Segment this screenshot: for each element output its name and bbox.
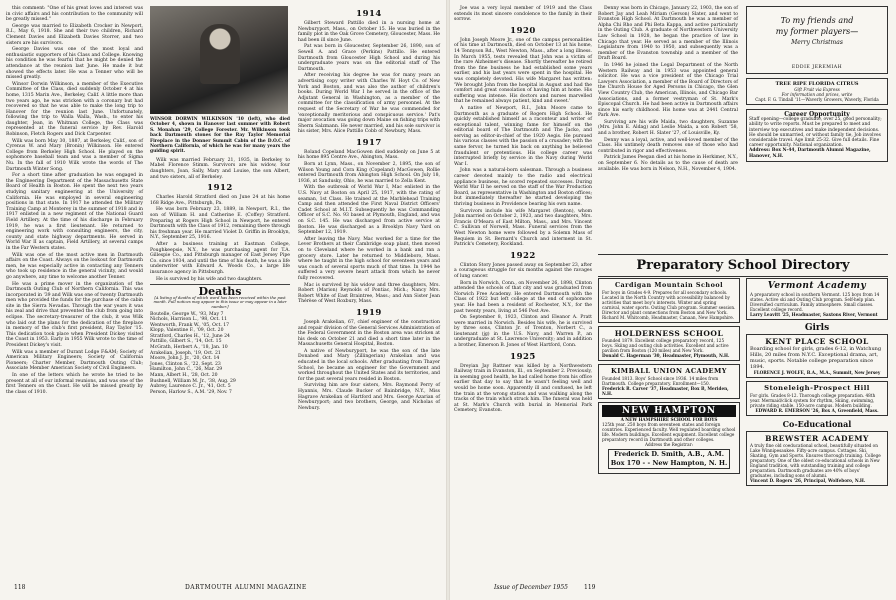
column-4 xyxy=(454,6,592,415)
school-text: Boarding school for girls, grades 6-12, in Watchung Hills, 20 miles from N.Y.C. Exceptional drama, art, music, sports. Notable college preparation since 1894. xyxy=(750,346,882,370)
paragraph: Born in Norwich, Conn., on November 26, 1898, Clinton attended the schools of that city and was graduated from Norwich Free Academy. He entered Dartmouth with the Class of 1922 but left college at the end of sophomore year. He had been a resident of Rochester, N.Y., for the past twenty years, living at 546 Post Ave. xyxy=(454,280,592,314)
coed-heading: Co-Educational xyxy=(782,419,852,429)
death-entry: Arakelian, Joseph, '19, Oct. 21 xyxy=(150,350,221,356)
issue-date: Issue of December 1955 xyxy=(494,584,568,591)
paragraph: Charles Harold Stratford died on June 24 at his home 168 Ridge Ave., Pittsburgh, Pa. xyxy=(150,195,290,206)
school-name: Cardigan Mountain School xyxy=(614,281,724,289)
school-text: 125th year. 250 boys from seventeen states and foreign countries. Experienced faculty. Well regulated boarding school life. Modern buildings. Excellent equipment. Excellent college preparatory record in Dartmouth and other colleges. xyxy=(602,422,736,442)
right-folio: 119 xyxy=(584,584,596,591)
paragraph: Joseph Arakelian, 67, chief engineer of the construction and repair division of the General Services Administration of the Federal Government in the Boston area was stricken at his desk on October 21 and died a short time later in the Massachusetts General Hospital, Boston. xyxy=(298,319,440,348)
citrus-ad xyxy=(746,78,888,105)
school-text: A preparatory school in southern Vermont. 125 boys from 14 states. Active ski and Outing Club program. Self-help plan. Diversified curriculum. Family atmosphere. Small classes. Excellent college record. xyxy=(750,292,880,312)
paragraph: Surviving are his wife Maida, two daughters, Suzanne (Mrs. John E. Aldag) and Leslie Maida, a son Robert '58, and a brother, Robert H. Slater '27, of Louisville, Ky. xyxy=(598,119,738,137)
paragraph: In 1946 he joined the Legal Department of the North Western Railway and in 1953 was appointed general solicitor. He was a vice president of the Chicago Trial Lawyers Association, a member of the Board of Directors of the Church House for Aged Persons in Chicago, the Glen View Country Club, the American, Illinois, and Chicago Bar Associations, and a former vestryman of St. Mark's Episcopal Church. He had been active in Dartmouth affairs since his early childhood. His home was at 2441 Central Park Ave. xyxy=(598,62,738,119)
wilkinson-photo xyxy=(150,6,288,114)
death-entry: McGrath, Herbert A., '18, Jan. 10 xyxy=(150,345,228,351)
school-text: A truly fine old coeducational school, beautifully situated on Lake Winnipesaukee. Fifty-acre campus. Cottages. Ski, Skating, Gym and Sports. Ensures thorough training. College preparatory. One of the oldest co-educational schools in New England tradition, with outstanding training and college preparation. Dartmouth graduates are 40% of boys' graduates, including sons of alumni. xyxy=(750,443,881,478)
paragraph: Wilk was born May 30, 1887, at Berkeley, Calif., son of Cyrenus W. and Mary (Bronin) Wilkinson. He entered College from Berkeley High School. He played on the sophomore baseball team and was a member of Sigma Nu. In the fall of 1910 Wilk wrote the words of The Dartmouth Winter Song. xyxy=(6,138,143,172)
career-title: Career Opportunity xyxy=(784,111,850,118)
citrus-title: TREE RIPE FLORIDA CITRUS xyxy=(775,81,859,87)
school-address: Box 170 - - New Hampton, N. H. xyxy=(610,459,728,467)
greeting-line: my former players— xyxy=(775,27,859,36)
death-entry: Aubrey, Laurence C. Jr., '41, Oct. 5 xyxy=(150,384,231,390)
paragraph: Surviving him are four sisters, Mrs. Raymond Perry of Hyannis, Mrs. Claude Bucker of Bainbridge, N.Y., Miss Hagrave Arakelian of Hartford and Mrs. George Azarian of Newburyport; and two brothers, George, and Nicholas of Newbury. xyxy=(298,383,440,411)
column-1 xyxy=(6,6,143,396)
brewster-ad xyxy=(746,431,888,486)
class-year-heading: 1925 xyxy=(510,351,536,362)
paragraph: Pat was born in Gloucester, September 26, 1890, son of Sewell A. and Grace (Perkins) Pattillo. He entered Dartmouth from Gloucester High School and during his undergraduate years was on the editorial staff of The Dartmouth. xyxy=(298,44,440,72)
greeting-line: Merry Christmas xyxy=(791,39,843,46)
citrus-info: For information and prices, write xyxy=(781,92,853,97)
paragraph: Clinton Story Jones passed away on September 23, after a courageous struggle for six months against the ravages of lung cancer. xyxy=(454,262,592,279)
left-footer-title: DARTMOUTH ALUMNI MAGAZINE xyxy=(185,584,307,591)
school-text: For boys in Grades 4-9. Prepares for all secondary schools. Located in the North Country with accessibility balanced by activities that meet boy's interests. Winter and spring carnival, water sports. Outing Club program. Summer session. Director and plant connections from Boston and New York. Richard M. Whitcomb, Headmaster, Canaan, New Hampshire. xyxy=(602,290,736,320)
career-box: Address: Box N-44, Dartmouth Alumni Magazine, Hanover, N.H. xyxy=(749,148,871,159)
christmas-greeting-ad xyxy=(746,6,888,74)
deaths-heading: Deaths xyxy=(198,285,242,299)
school-name: Vermont Academy xyxy=(767,281,867,291)
class-year-heading: 1922 xyxy=(510,250,536,261)
paragraph: Denny was a loyal, active, and well-loved member of the Class. His untimely death removes one of those who had contributed in rigor and effectiveness. xyxy=(598,137,738,154)
column-2 xyxy=(150,6,290,395)
directory-title: Preparatory School Directory xyxy=(598,254,888,277)
school-head: Frederick R. Carver '37, Headmaster, Box B, Meriden, N.H. xyxy=(602,386,729,396)
school-head: FLORENCE J. WOLFE, B.A., M.A., Summit, New Jersey xyxy=(753,370,881,375)
paragraph: Mac is survived by his widow and three daughters, Mrs. Robert (Marion) Reynolds of Pontiac, Mich.; Nancy Mrs. Robert White of East Braintree, Mass.; and Ann Sister Jean Thérèse of West Roxbury, Mass. xyxy=(298,282,440,305)
death-entry: Person, Harlow S., A.M. '29, Nov. 7 xyxy=(150,389,232,395)
column-5 xyxy=(598,6,738,173)
paragraph: Denny was born in Chicago, January 22, 1903, the son of Robert Jay and Leah Miriam (Gerson) Slater, and went to Evanston High School. At Dartmouth he was a member of Alpha Chi Rho and Phi Beta Kappa, and active particularly in the Outing Club. A graduate of Northwestern University Law School in 1928, he began the practice of law in Chicago that year. He served as a member of the Illinois Legislature from 1940 to 1950, and subsequently was a member of the Evanston township and a member of the Draft Board. xyxy=(598,6,738,62)
paragraph: A native of Newport, R.I., John Moore came to Dartmouth as a graduate of Rogers High School. He quickly established himself as a raconteur and writer of exceptional talent, winning fame for himself on the editorial board of The Dartmouth and The Jacko, and serving as editor-in-chief of the 1920 Aegis. He pursued his various classes with the passion of a crusader; with the same fervor, he turned his back on anything he believed fraudulent or pretentious. His college career was interrupted briefly by service in the Navy during World War I. xyxy=(454,105,592,167)
citrus-sub: Gift Fruit via Express xyxy=(794,87,840,92)
death-entry: Boutelle, George W., '93, May 7 xyxy=(150,311,224,317)
death-entry: Jones, Clinton S., '22, Sept. 23 xyxy=(150,361,221,367)
kimball-ad xyxy=(598,364,740,399)
school-text: For girls. Grades 8-12. Thorough college preparation. 48th year. Mermaid/click system for rhythm, Skiing, swimming, private riding stable. 150-acre campus. Modern building. xyxy=(750,393,876,408)
greeting-line: To my friends and xyxy=(780,16,854,25)
kent-ad xyxy=(746,334,888,378)
left-folio: 118 xyxy=(14,584,26,591)
school-name: KIMBALL UNION ACADEMY xyxy=(610,367,728,375)
cardigan-ad xyxy=(598,278,740,323)
paragraph: After a business training at Eastman College, Poughkeepsie, N.Y., he was purchasing agent for T.A. Gillespie Co., and Pittsburgh manager of East Jersey Pipe Co. since 1934, and until the time of his death, he was a life underwriter with Edward A. Woods Co., a large life insurance agency in Pittsburgh. xyxy=(150,241,290,275)
school-head: EDWARD R. EMERSON '26, Box A, Greenfield, Mass. xyxy=(755,408,879,413)
new-hampton-ad xyxy=(598,402,740,474)
death-entry: Nichols, Harrison L., '98, Oct. 11 xyxy=(150,317,228,323)
paragraph: Dreyian Jay Rattner was killed by a Northwestern Railway train in Evanston, Ill., on September 2. Previously, in seeming good health, he had called home from his office earlier that day to say that he wasn't feeling well and would be home soon. Apparently ill and confused, he left the train at the wrong station and was walking along the tracks of the train which struck him. The funeral was held at St. Mark's Church with burial in Memorial Park Cemetery, Evanston. xyxy=(454,363,592,414)
paragraph: George Davies was one of the most loyal and enthusiastic supporters of his Class and College. Knowing his condition he was fearful that he might be denied the attendance at the reunion last June. He made it but showed the effects later. He was a Tenner who will be missed greatly. xyxy=(6,47,143,81)
death-entry: Klopp, Valentine F., '09, Oct. 20 xyxy=(150,328,224,334)
class-year-heading: 1920 xyxy=(510,25,536,36)
school-name: HOLDERNESS SCHOOL xyxy=(614,329,724,338)
paragraph: He was born February 23, 1889, in Newport, R.I., the son of William H. and Catherine E. (Coffey) Stratford. Preparing at Rogers High School in Newport, he entered Dartmouth with the Class of 1912, remaining there through his freshman year. He married Violet D. Griffin in Brooklyn, N.Y., September 25, 1916. xyxy=(150,207,290,241)
deaths-list xyxy=(150,312,290,396)
school-name: KENT PLACE SCHOOL xyxy=(765,337,869,346)
paragraph: Wilk was married February 21, 1935, in Berkeley to Mabel Florence Stimm. Survivors are his widow, four daughters, Joan, Sally, Mary and Louise, the son Albert, and two sisters, all of Berkeley. xyxy=(150,157,290,180)
vermont-ad xyxy=(746,278,888,320)
school-text: Founded 1813. Boys' School since 1936. 14 miles from Dartmouth. College preparatory. Enrollment—150. xyxy=(602,376,719,386)
paragraph: After leaving the Navy, Mac worked for a time for the Lever Brothers at their Cambridge soap plant, then moved on to Cleveland where he worked in a bank and ran a grocery store. Later he returned to Middleboro, Mass. where he taught in the high school for seventeen years and was coach of several sports much of that time. In 1944 he suffered a very severe heart attack from which he never fully recovered. xyxy=(298,236,440,281)
stoneleigh-ad xyxy=(746,381,888,416)
paragraph: John was a natural-born salesman. Through a business career devoted mainly to the radio and electrical appliance business, he scored repeated successes. During World War II he served on the staff of the War Production Board, as representative in Washington and Boston offices; but immediately thereafter he started developing the thriving business in Providence bearing his own name. xyxy=(454,168,592,207)
school-head: Donald C. Hagerman '30, Headmaster, Plymouth, N.H. xyxy=(602,353,730,358)
school-name: NEW HAMPTON xyxy=(602,405,736,417)
school-head: Larry Leavitt '25, Headmaster, Saxtons River, Vermont xyxy=(750,312,878,317)
girls-heading: Girls xyxy=(804,323,830,333)
class-year-heading: 1919 xyxy=(356,307,382,318)
paragraph: Joe was a very loyal member of 1919 and the Class extends its most sincere condolence to the family in their sorrow. xyxy=(454,6,592,23)
school-addr-label: Address the Registrar: xyxy=(644,442,694,447)
career-ad xyxy=(746,109,888,162)
schools-left xyxy=(598,278,740,477)
greeting-signature: EDDIE JEREMIAH xyxy=(791,64,843,70)
death-entry: Mann, Albert H., '28, Oct. 20 xyxy=(150,373,218,379)
paragraph: Gilbert Steward Pattillo died in a nursing home at Newburyport, Mass., on October 15. He was buried in the family plot in the Oak Grove Cemetery, Gloucester, Mass. He had been ill since June. xyxy=(298,21,440,43)
paragraph: George was married to Elizabeth Crocker in Newport, R.I., May 6, 1918. She and their two children, Richard Clement Davies and Elizabeth Davies Storrer, and two sisters are his survivors. xyxy=(6,23,143,46)
death-entry: Wentworth, Frank W., '05, Oct. 17 xyxy=(150,322,230,328)
schools-right xyxy=(746,278,888,489)
citrus-address: Capt. F. G. Tindall '11—Waverly Growers, Waverly, Florida xyxy=(755,97,879,102)
paragraph: He is survived by his wife and two daughters. xyxy=(156,276,263,282)
holderness-ad xyxy=(598,326,740,361)
school-address-box xyxy=(608,449,730,469)
paragraph: In one of the letters which he wrote he tried to be present at all of our informal reunions, and was one of the first Tenners on the Coast. He will be missed greatly by the class of 1910. xyxy=(6,373,143,395)
paragraph: A native of Newburyport, he was the son of the late Donabed and Mary (Zillingerian) Arakelian and was educated in the local schools. After graduating from Thayer School, he became an engineer for the Government and worked throughout the United States and its territories, and for the past several years resided in Boston. xyxy=(298,348,440,382)
photo-caption: WINSOR DORWIN WILKINSON '10 (left), who died October 4, shown in Hanover last summer with Robert S. Monahan '29, College Forester. Mr. Wilkinson took back Dartmouth stones for the Ray Taylor Memorial Fireplace in the Donner Summit Cabin of the D.O.C. of Northern California, of which he was for many years the guiding spirit. xyxy=(150,117,290,155)
school-sub: A NEW HAMPSHIRE SCHOOL FOR BOYS xyxy=(620,417,718,422)
paragraph: Roland Copeland MacGowen died suddenly on June 5 at his home 895 Centre Ave., Abington, Mass. xyxy=(298,149,440,161)
class-year-heading: 1912 xyxy=(207,183,233,194)
class-year-heading: 1914 xyxy=(356,9,382,19)
school-head: Vincent D. Rogers '26, Principal, Wolfeboro, N.H. xyxy=(750,478,866,483)
paragraph: With the outbreak of World War I, Mac enlisted in the U.S. Navy at Boston on April 25, 1917, with the rating of seaman, 1st Class. He trained at the Marblehead Training Camp and then attended the First Naval District Officers' Cadet School at M.I.T. Subsequently he was Commanding Officer of S.C. No. 93 based at Plymouth, England, and was on S.C. 145. He was discharged from active service at Boston. He was discharged as a Brooklyn Navy Yard on September 12, 1919. xyxy=(298,185,440,236)
paragraph: Wilk was one of the most active men in Dartmouth affairs on the Coast. Always on the lookout for Dartmouth men, he was especially active in contacting any Tenners who took up residence in the general vicinity, and would go anywhere, any time to welcome another Tenner. xyxy=(6,252,143,280)
paragraph: After receiving his degree he was for many years an advertising copy writer with Charles W. Hoyt Co. of New York and Boston, and was also the author of children's books. During World War I he served in the office of the Adjutant General in Washington, as a member of the committee for the classification of army personnel. At the request of the Secretary of War he was commended for 'exceptionally meritorious and conspicuous service.' Pat's major avocation was going down Maine on fishing trips with Sherm Salzmann. He never married, and his sole survivor is his sister, Mrs. Alice Pattillo Cobb of Newbury, Mass. xyxy=(298,73,440,135)
page-gutter xyxy=(446,0,450,600)
paragraph: John Joseph Moore Jr., one of the campus personalities of his time at Dartmouth, died on October 13 at his home, 14 Tennyson Rd., West Newton, Mass., after a long illness. In March 1955, tests revealed that John was a victim of the rare Alzheimer's disease. Shortly thereafter he retired from the fine business he had established some years earlier, and his last years were spent in the hospital. He was completely devoted. His wife Margaret has written: 'We brought John from the hospital in August and had the comfort and great consolation of having him at home. His suffering was intense. His doctors and nurses marvelled that he remained always patient, kind and sweet.' xyxy=(454,37,592,105)
photo-figure xyxy=(200,24,240,84)
paragraph: Winsor Dorwin Wilkinson, a member of the Executive Committee of the Class, died suddenly October 4 at his home, 1315 Marin Ave., Berkeley, Calif. A little more than two years ago, he was stricken with a coronary but had recovered so that he was able to make the long trip to Hanover for the reunion last June. Unfortunately, following the trip to Walla Walla, Wash., to enter his daughter, Jean, in Whitman College, the Class was represented at the funeral service by Rev. Harold Robinson, Fletch Rogers and Dick Carpenter. xyxy=(6,81,143,138)
death-entry: Bushnell, William M. Jr., '38, Aug. 29 xyxy=(150,378,236,384)
deaths-note: [A listing of deaths of which word has been received within the past month. Full notices may appear in this issue or may appear in a later number.] xyxy=(153,294,287,309)
death-entry: Hamilton, John C., '26, Mar. 29 xyxy=(150,367,223,373)
death-entry: Stratford, Charles H., '12, June 24 xyxy=(150,333,230,339)
column-3 xyxy=(298,6,440,412)
paragraph: He was a prime mover in the organization of the Dartmouth Outing Club of Northern California. This was incorporated in '39 and Wilk was one of twenty Dartmouth men who provided the funds for the purchase of the cabin site in the Sierra Nevadas. Through the war years it was his zeal and drive that prevented the club from going into eclipse. The secretary-treasurer of the club, it was Wilk who laid out the plans for the dedication of the fireplace in memory of the club's first president, Ray Taylor '15. This dedication took place when President Dickey visited the Coast in 1953. Early in 1955 Wilk wrote to the time of President Dickey's visit. xyxy=(6,281,143,349)
school-name: BREWSTER ACADEMY xyxy=(765,434,869,443)
paragraph: this comment: "One of his great loves and interest was in civic affairs and his contribution to the community will be greatly missed." xyxy=(6,6,143,23)
ads-column xyxy=(746,6,888,166)
paragraph: On September 8, 1923, Clinton and Eleanor A. Pratt were married in Norwich. Besides his wife, he is survived by three sons, Clinton Jr. of Trenton, Norbert C., a lieutenant (jg) in the U.S. Navy, and Warren P., an undergraduate at St. Lawrence University; and in addition a brother, Emerson B. Jones of West Hartford, Conn. xyxy=(454,315,592,349)
paragraph: Wilk was a member of Durant Lodge F&AM; Society of American Military Engineers; Society of California Pioneers; Charter Member, Dartmouth Outing Club; Associate Member American Society of Civil Engineers. xyxy=(6,349,143,372)
school-name: Stoneleigh-Prospect Hill xyxy=(764,384,870,392)
death-entry: Moore, John J. Jr., '20, Oct. 14 xyxy=(150,356,220,362)
paragraph: Patrick James Peegan died at his home in Herkimer, N.Y., on September 6. No details as to the cause of death are available. He was born in Nelson, N.H., November 4, 1904. xyxy=(598,155,738,172)
paragraph: For a short time after graduation he was engaged in the Engineering Department of the Massachusetts State Board of Health in Boston. He spent the next two years studying sanitary engineering at the University of California. He was employed in several engineering positions in that state. In 1917 he attended the Military Training Camp at Monterey in the summer of 1918 and in 1917 enlisted in a new regiment of the National Guard Field Artillery. At the time of his discharge in February 1919, he was a first lieutenant. He returned to engineering work with consulting engineers, the city, county and state highway departments. He served in World War II as captain, Field Artillery, at several camps in the Far Western states. xyxy=(6,173,143,251)
paragraph: Born at Lynn, Mass., on November 2, 1895, the son of Wilson Young and Cora King (Copeland) MacGowen, Rollie entered Dartmouth from Abington High School. On July 18, 1936, at Sandusky, Ohio, he was married to Zella Kent. xyxy=(298,162,440,184)
death-entry: Pattillo, Gilbert S., '14, Oct. 15 xyxy=(150,339,222,345)
career-text: Staff opening—college graduate, over 25, good personality; ability to write reports. Must be prepared to meet and interview top executives and make independent decisions. He should be unmarried, or without family tie, Job involves considerable travel. Age limit 25-32. Give full details. Fine career opportunity. National organization. xyxy=(749,117,882,149)
school-address: Frederick D. Smith, A.B., A.M. xyxy=(614,450,724,458)
school-text: Founded 1879. Excellent college preparatory record, 125 boys. Skiing and outing club activities. Excellent and active pavilion from Boston (120 miles) and New York. xyxy=(602,338,729,353)
class-year-heading: 1917 xyxy=(356,137,382,148)
paragraph: Survivors include his wife Margaret (Renton), whom John married on October 2, 1923, and two daughters, Mrs. Francis O'Meara of East Milton, Mass., and Mrs. Vincent C. Sullivan of Norwell, Mass. Funeral services from the West Newton home were followed by a Solemn Mass of Requiem in St. Bernard's Church and interment in St. Patrick's Cemetery, Rockland. xyxy=(454,208,592,248)
